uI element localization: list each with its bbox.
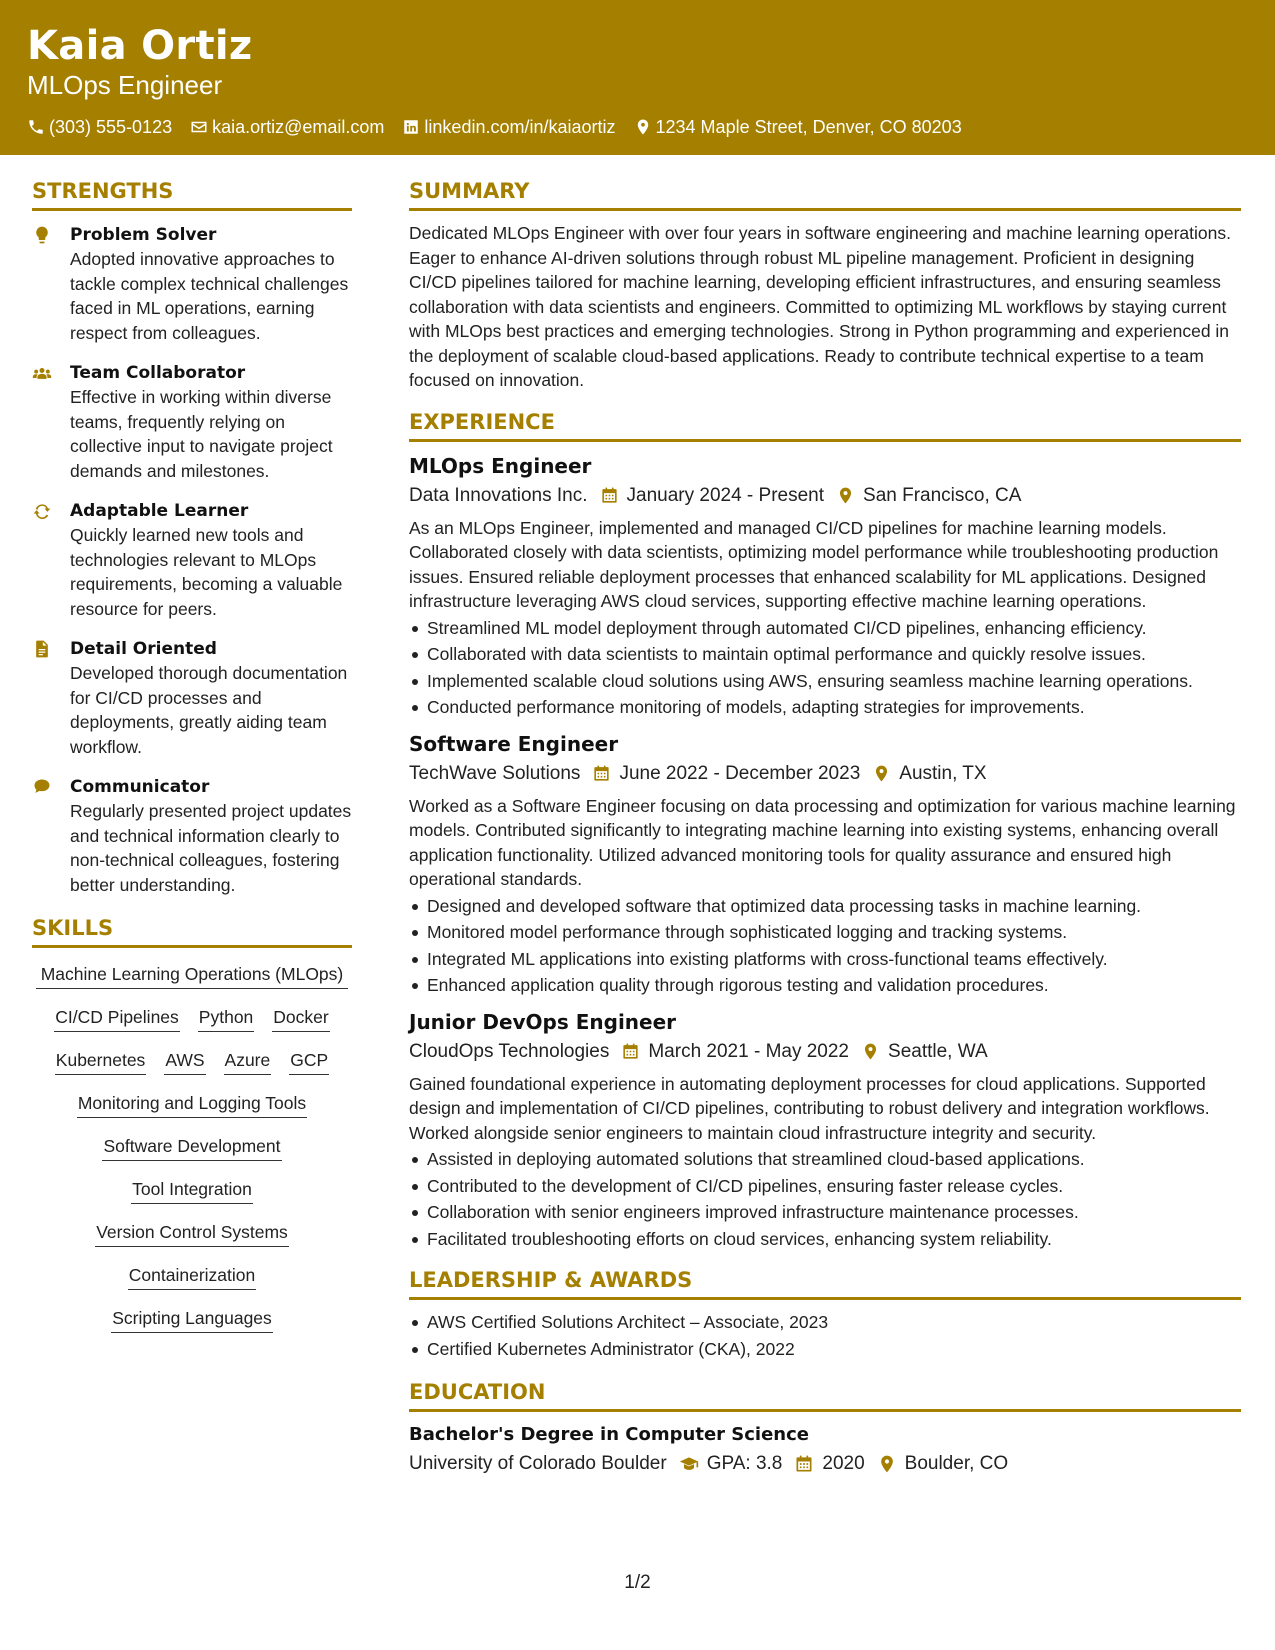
education-heading: EDUCATION: [409, 1377, 1241, 1412]
list-item: AWS Certified Solutions Architect – Associate, 2023: [409, 1310, 1241, 1335]
list-item: Integrated ML applications into existing platforms with cross-functional teams effectively.: [409, 947, 1241, 972]
list-item: Designed and developed software that optimized data processing tasks in machine learning.: [409, 894, 1241, 919]
list-item: Monitored model performance through sophisticated logging and tracking systems.: [409, 920, 1241, 945]
strengths-list: [32, 223, 352, 897]
left-column: [32, 176, 352, 1349]
skills-heading: SKILLS: [32, 913, 352, 948]
chat-icon: [32, 777, 52, 797]
strength-title: Team Collaborator: [70, 363, 246, 383]
strengths-heading: STRENGTHS: [32, 176, 352, 211]
job-entry: [409, 1008, 1241, 1252]
list-item: Facilitated troubleshooting efforts on cloud services, enhancing system reliability.: [409, 1227, 1241, 1252]
job-location: Seattle, WA: [888, 1040, 988, 1062]
degree-title: Bachelor's Degree in Computer Science: [409, 1424, 809, 1445]
awards-heading: LEADERSHIP & AWARDS: [409, 1265, 1241, 1300]
graduation-year: 2020: [822, 1453, 865, 1474]
strength-title: Problem Solver: [70, 225, 217, 245]
job-bullets: [409, 1147, 1241, 1251]
strength-title: Adaptable Learner: [70, 501, 249, 521]
job-description: Gained foundational experience in automating deployment processes for cloud applications. Supported design and implementation of CI/CD pipelines, contributing to robust delivery and integration workflows. Worked alongside senior engineers to maintain cloud infrastructure integrity and security.: [409, 1073, 1210, 1143]
contact-phone: [27, 115, 172, 139]
school-location: Boulder, CO: [904, 1453, 1009, 1474]
job-dates: March 2021 - May 2022: [648, 1040, 850, 1062]
phone-icon: [27, 118, 45, 136]
job-bullets: [409, 894, 1241, 998]
map-pin-icon: [861, 1042, 880, 1061]
skill-tag: CI/CD Pipelines: [54, 1005, 180, 1032]
sync-icon: [32, 501, 52, 521]
strength-desc: Quickly learned new tools and technologies relevant to MLOps requirements, becoming a valuable resource for peers.: [70, 525, 343, 619]
contact-bar: [27, 115, 1248, 139]
skill-tag: AWS: [164, 1048, 205, 1075]
skills-section: [32, 913, 352, 1349]
phone-text: (303) 555-0123: [49, 117, 173, 137]
skill-tag: Azure: [224, 1048, 272, 1075]
experience-heading: EXPERIENCE: [409, 407, 1241, 442]
skill-tag: Machine Learning Operations (MLOps): [36, 962, 348, 989]
list-item: Assisted in deploying automated solutions that streamlined cloud-based applications.: [409, 1147, 1241, 1172]
job-location: Austin, TX: [899, 762, 987, 784]
strength-desc: Regularly presented project updates and technical information clearly to non-technical colleagues, fostering better understanding.: [70, 801, 352, 895]
list-item: Streamlined ML model deployment through automated CI/CD pipelines, enhancing efficiency.: [409, 616, 1241, 641]
summary-section: [409, 176, 1241, 393]
skill-tag: Tool Integration: [131, 1177, 253, 1204]
calendar-icon: [592, 764, 611, 783]
summary-heading: SUMMARY: [409, 176, 1241, 211]
skill-tag: Containerization: [128, 1263, 256, 1290]
email-link[interactable]: kaia.ortiz@email.com: [212, 117, 385, 137]
users-icon: [32, 363, 52, 383]
skill-tag: Software Development: [102, 1134, 281, 1161]
list-item: Contributed to the development of CI/CD pipelines, ensuring faster release cycles.: [409, 1174, 1241, 1199]
calendar-icon: [794, 1454, 814, 1474]
list-item: Collaborated with data scientists to maintain optimal performance and quickly resolve issues.: [409, 642, 1241, 667]
experience-section: [409, 407, 1241, 1252]
education-section: [409, 1377, 1241, 1478]
gpa: GPA: 3.8: [706, 1453, 783, 1474]
envelope-icon: [190, 118, 208, 136]
strength-desc: Effective in working within diverse teams, frequently relying on collective input to navigate project demands and milestones.: [70, 387, 333, 481]
awards-section: [409, 1265, 1241, 1361]
job-title: Junior DevOps Engineer: [409, 1009, 677, 1034]
job-bullets: [409, 616, 1241, 720]
job-entry: [409, 452, 1241, 720]
strength-item: [32, 775, 352, 897]
map-pin-icon: [836, 486, 855, 505]
job-meta: [409, 760, 1241, 788]
skill-tag: Monitoring and Logging Tools: [77, 1091, 307, 1118]
skill-tag: Scripting Languages: [111, 1306, 273, 1333]
skills-list: [32, 962, 352, 1349]
document-icon: [32, 639, 52, 659]
skill-tag: Version Control Systems: [95, 1220, 289, 1247]
job-title: MLOps Engineer: [409, 453, 592, 478]
job-meta: [409, 1038, 1241, 1066]
job-company: TechWave Solutions: [409, 762, 581, 784]
strengths-section: [32, 176, 352, 897]
linkedin-icon: [402, 118, 420, 136]
list-item: Conducted performance monitoring of models, adapting strategies for improvements.: [409, 695, 1241, 720]
skill-tag: Kubernetes: [55, 1048, 147, 1075]
map-pin-icon: [872, 764, 891, 783]
job-company: Data Innovations Inc.: [409, 484, 588, 506]
list-item: Collaboration with senior engineers improved infrastructure maintenance processes.: [409, 1200, 1241, 1225]
strength-title: Detail Oriented: [70, 639, 217, 659]
job-title: Software Engineer: [409, 731, 619, 756]
summary-text: Dedicated MLOps Engineer with over four years in software engineering and machine learning operations. Eager to enhance AI-driven solutions through robust ML pipeline management. Proficient in designing CI/CD pipelines tailored for machine learning, developing efficient infrastructures, and ensuring seamless collaboration with data scientists and engineers. Committed to optimizing ML workflows by staying current with MLOps best practices and emerging technologies. Strong in Python programming and experienced in the deployment of scalable cloud-based applications. Ready to contribute technical expertise to a team focused on innovation.: [409, 223, 1231, 390]
job-description: Worked as a Software Engineer focusing on data processing and optimization for various machine learning models. Contributed significantly to integrating machine learning into existing systems, enhancing overall application functionality. Utilized advanced monitoring tools for quality assurance and ensured high operational standards.: [409, 795, 1236, 889]
strength-item: [32, 361, 352, 483]
map-pin-icon: [877, 1454, 897, 1474]
graduation-cap-icon: [679, 1454, 699, 1474]
calendar-icon: [621, 1042, 640, 1061]
strength-item: [32, 637, 352, 759]
right-column: [409, 176, 1241, 1478]
job-description: As an MLOps Engineer, implemented and managed CI/CD pipelines for machine learning models. Collaborated closely with data scientists, optimizing model performance while troubleshooting production issues. Ensured reliable deployment processes that enhanced scalability for ML applications. Designed infrastructure leveraging AWS cloud services, supporting effective machine learning operations.: [409, 517, 1219, 611]
map-pin-icon: [634, 118, 652, 136]
page-number: 1/2: [624, 1572, 651, 1593]
resume-header: [0, 0, 1275, 155]
contact-email[interactable]: [190, 115, 384, 139]
list-item: Certified Kubernetes Administrator (CKA), 2022: [409, 1337, 1241, 1362]
job-dates: January 2024 - Present: [626, 484, 825, 506]
skill-tag: Docker: [272, 1005, 329, 1032]
list-item: Implemented scalable cloud solutions using AWS, ensuring seamless machine learning operations.: [409, 669, 1241, 694]
strength-item: [32, 499, 352, 621]
lightbulb-icon: [32, 225, 52, 245]
candidate-role: MLOps Engineer: [27, 70, 223, 100]
candidate-name: Kaia Ortiz: [27, 23, 253, 69]
strength-title: Communicator: [70, 777, 210, 797]
school-name: University of Colorado Boulder: [409, 1453, 667, 1474]
awards-list: [409, 1310, 1241, 1361]
job-company: CloudOps Technologies: [409, 1040, 610, 1062]
skill-tag: GCP: [289, 1048, 329, 1075]
contact-linkedin[interactable]: [402, 115, 615, 139]
linkedin-link[interactable]: linkedin.com/in/kaiaortiz: [424, 117, 616, 137]
job-location: San Francisco, CA: [863, 484, 1022, 506]
list-item: Enhanced application quality through rigorous testing and validation procedures.: [409, 973, 1241, 998]
job-meta: [409, 482, 1241, 510]
contact-address: [634, 115, 962, 139]
calendar-icon: [600, 486, 619, 505]
job-entry: [409, 730, 1241, 998]
job-dates: June 2022 - December 2023: [619, 762, 861, 784]
skill-tag: Python: [198, 1005, 254, 1032]
strength-desc: Developed thorough documentation for CI/CD processes and deployments, greatly aiding team workflow.: [70, 663, 348, 757]
strength-desc: Adopted innovative approaches to tackle complex technical challenges faced in ML operations, earning respect from colleagues.: [70, 249, 349, 343]
education-meta: [409, 1450, 1241, 1478]
address-text: 1234 Maple Street, Denver, CO 80203: [655, 117, 962, 137]
strength-item: [32, 223, 352, 345]
